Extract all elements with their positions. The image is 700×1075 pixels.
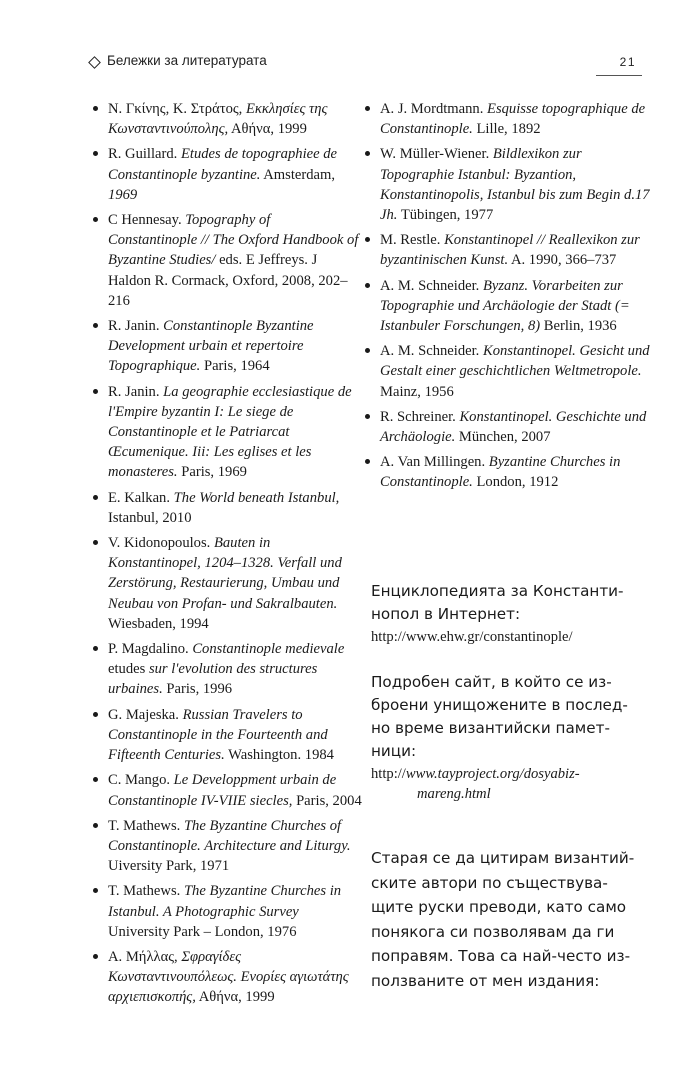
text-line: ските автори по съществува- (371, 873, 608, 892)
entry-title: Byzanz. Vorarbeiten zur Topographie und Archäologie der Stadt (= Istanbuler Forschungen, 8) (380, 277, 630, 335)
encyclopedia-note (371, 580, 651, 649)
entry-text: München, 2007 (455, 429, 551, 446)
bibliography-entry (92, 99, 362, 139)
entry-text: Amsterdam, (260, 166, 336, 183)
entry-text: M. Restle. (380, 232, 445, 249)
bibliography-entry (92, 705, 362, 766)
entry-title: Konstantinopel. Geschichte und Archäologie. (380, 408, 647, 446)
entry-title: Byzantine Churches in Constantinople. (380, 454, 621, 491)
entry-title: sur l'evolution des structures urbaines. (108, 661, 318, 698)
bibliography-entry (92, 316, 362, 377)
entry-text: A. 1990, 366–737 (508, 252, 617, 269)
entry-title: Bauten in Konstantinopel, 1204–1328. Verfall und Zerstörung, Restaurierung, Umbau und Neubau von Profan- und Sakralbauten. (108, 535, 342, 612)
site-link[interactable] (371, 764, 651, 804)
entry-text: etudes (108, 661, 149, 678)
bibliography-entry (92, 770, 362, 810)
left-column (92, 99, 362, 1013)
left-bibliography-list (92, 99, 362, 1008)
entry-text: V. Kidonopoulos. (108, 535, 214, 552)
bibliography-entry (364, 230, 654, 270)
entry-text: Lille, 1892 (472, 121, 541, 138)
text-line: Старая се да цитирам византий- (371, 849, 635, 867)
entry-text: eds. E Jeffreys. J Haldon R. Cormack, Oxford, 2008, 202–216 (108, 252, 348, 309)
entry-title: Σφραγίδες Κωνσταντινουπόλεως. Ενορίες αγιωτάτης αρχιεπισκοπής, (108, 948, 349, 1006)
entry-text: Paris, 1969 (177, 464, 247, 481)
entry-text: R. Schreiner. (380, 408, 460, 425)
text-line: щите руски преводи, като само (371, 898, 627, 916)
entry-text: R. Janin. (108, 383, 164, 400)
bibliography-entry (92, 947, 362, 1008)
entry-title: 1969 (108, 186, 138, 203)
entry-text: A. Van Millingen. (380, 454, 489, 471)
bibliography-entry (92, 382, 362, 483)
bibliography-entry (364, 276, 654, 337)
text-line: нопол в Интернет: (371, 605, 521, 623)
bibliography-entry (92, 210, 362, 311)
diamond-icon (88, 56, 101, 69)
encyclopedia-link[interactable]: http://www.ehw.gr/constantinople/ (371, 629, 573, 645)
url-part: www.tayproject.org/dosyabiz- (405, 766, 580, 782)
entry-title: Εκκλησίες της Κωνσταντινούπολης, (108, 101, 328, 138)
entry-text: Istanbul, 2010 (108, 509, 192, 526)
entry-text: C. Mango. (108, 772, 174, 789)
entry-text: R. Guillard. (108, 146, 181, 163)
entry-title: Konstantinopel // Reallexikon zur byzantinischen Kunst. (380, 232, 640, 269)
right-bibliography-list (364, 99, 654, 493)
entry-text: P. Magdalino. (108, 641, 193, 658)
site-note (371, 671, 651, 763)
entry-text: E. Kalkan. (108, 489, 174, 506)
bibliography-entry (364, 341, 654, 402)
entry-title: The Byzantine Churches of Constantinople. Architecture and Liturgy. (108, 817, 351, 854)
entry-text: Mainz, 1956 (380, 383, 454, 400)
entry-title: Topography of Constantinople // The Oxford Handbook of Byzantine Studies/ (108, 212, 359, 269)
entry-title: The World beneath Istanbul, (173, 489, 340, 506)
entry-text: A. J. Mordtmann. (380, 101, 488, 117)
entry-text: Berlin, 1936 (540, 318, 617, 335)
url-part: mareng.html (417, 786, 491, 802)
header-rule (596, 75, 642, 76)
bibliography-entry (92, 144, 362, 205)
bibliography-entry (364, 99, 654, 139)
bibliography-entry (92, 816, 362, 877)
entry-text: Uiversity Park, 1971 (108, 858, 230, 875)
text-line: броени унищожените в послед- (371, 696, 628, 714)
entry-title: La geographie ecclesiastique de l'Empire byzantin I: Le siege de Constantinople et le Patriarcat Œcumenique. Iii: Les eglises et les monasteres. (108, 383, 352, 481)
entry-text: W. Müller-Wiener. (380, 146, 493, 163)
entry-text: T. Mathews. (108, 817, 184, 834)
entry-text: Washington. 1984 (224, 747, 334, 764)
entry-title: Konstantinopel. Gesicht und Gestalt einer geschichtlichen Weltmetropole. (380, 343, 650, 380)
url-prefix: http:// (371, 766, 406, 782)
entry-text: T. Mathews. (108, 883, 184, 900)
entry-title: Bildlexikon zur Topographie Istanbul: Byzantion, Konstantinopolis, Istanbul bis zum Begin d.17 Jh. (380, 146, 650, 224)
entry-text: Tübingen, 1977 (397, 207, 494, 224)
entry-title: Le Developpment urbain de Constantinople IV-VIIE siecles, (108, 772, 337, 809)
bibliography-entry (364, 144, 654, 225)
entry-text: Ν. Γκίνης, Κ. Στράτος, (108, 101, 246, 117)
entry-text: Paris, 2004 (292, 792, 362, 809)
text-line: но време византийски памет- (371, 719, 610, 737)
text-line: понякога си позволявам да ги (371, 922, 615, 941)
entry-text: University Park – London, 1976 (108, 923, 297, 940)
text-line: поправям. Това са най-често из- (371, 947, 631, 965)
entry-text: G. Majeska. (108, 706, 183, 723)
bibliography-entry (92, 533, 362, 634)
bibliography-entry (92, 881, 362, 942)
entry-text: London, 1912 (472, 474, 559, 491)
entry-text: C Hennesay. (108, 212, 186, 229)
entry-title: Etudes de topographiee de Constantinople byzantine. (108, 146, 338, 183)
text-line: ници: (371, 742, 417, 760)
chapter-title: Бележки за литературата (107, 53, 267, 68)
entry-title: Esquisse topographique de Constantinople. (380, 101, 646, 138)
bibliography-entry (92, 488, 362, 528)
running-header (90, 53, 642, 75)
text-line: Подробен сайт, в който се из- (371, 673, 612, 691)
entry-title: Constantinople Byzantine Development urbain et repertoire Topographique. (108, 318, 314, 375)
page-number: 21 (619, 55, 636, 69)
closing-note (371, 846, 651, 993)
entry-text: Αθήνα, 1999 (228, 121, 307, 138)
entry-text: R. Janin. (108, 318, 164, 335)
entry-text: A. M. Schneider. (380, 277, 483, 294)
entry-text: Wiesbaden, 1994 (108, 615, 209, 632)
entry-text: Α. Μήλλας, (108, 948, 182, 965)
entry-title: The Byzantine Churches in Istanbul. A Photographic Survey (108, 883, 342, 920)
entry-text: Paris, 1996 (162, 681, 233, 698)
entry-title: Russian Travelers to Constantinople in the Fourteenth and Fifteenth Centuries. (108, 706, 328, 764)
right-column (364, 99, 654, 498)
text-line: ползваните от мен издания: (371, 971, 600, 990)
bibliography-entry (364, 452, 654, 492)
bibliography-entry (92, 639, 362, 700)
entry-title: Constantinople medievale (192, 641, 345, 658)
bibliography-entry (364, 407, 654, 447)
entry-text: Αθήνα, 1999 (195, 989, 275, 1006)
entry-text: A. M. Schneider. (380, 343, 483, 360)
entry-text: Paris, 1964 (200, 358, 270, 375)
text-line: Енциклопедията за Константи- (371, 582, 624, 600)
